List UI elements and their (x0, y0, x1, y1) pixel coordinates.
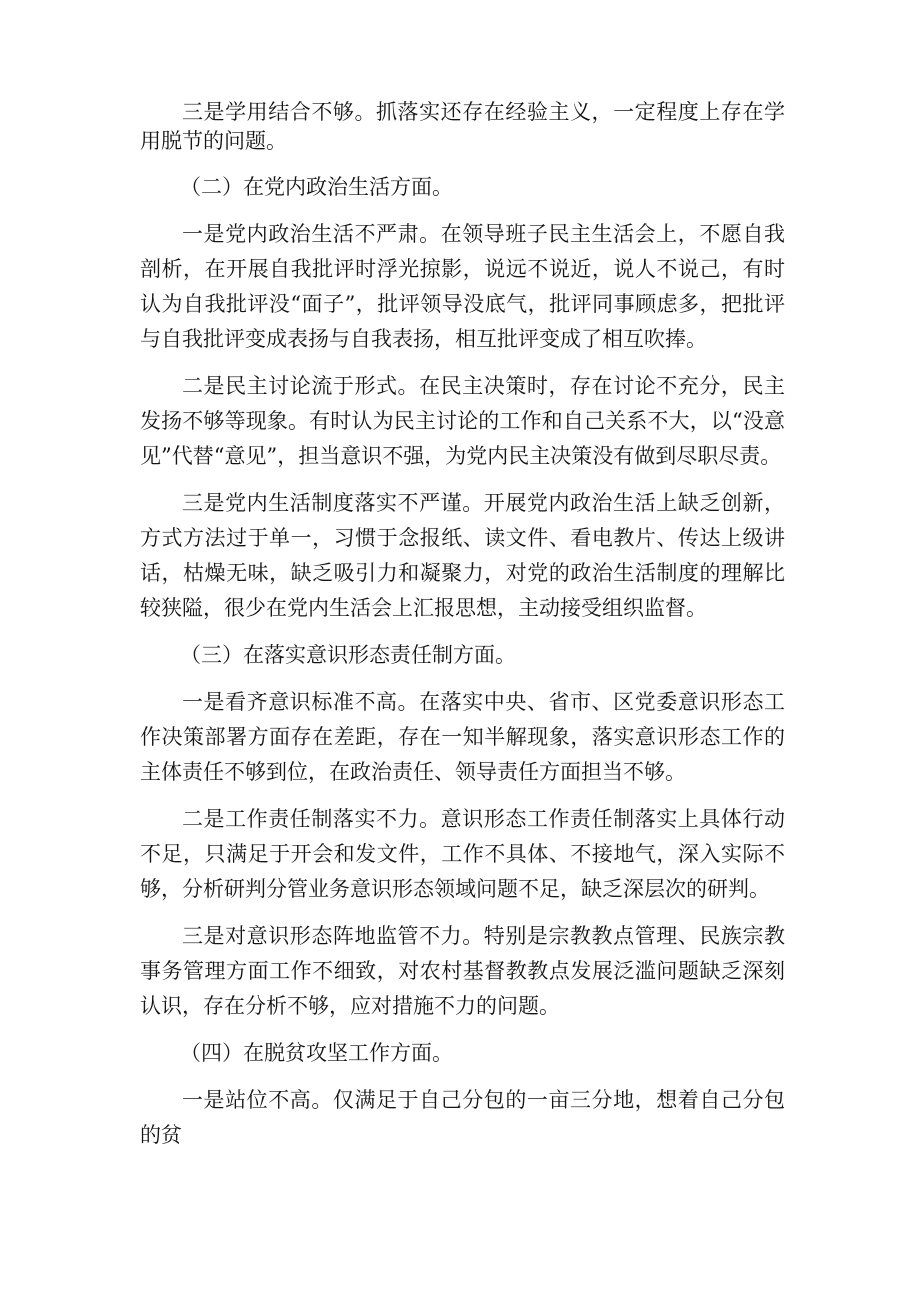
paragraph-political-life-3: 三是党内生活制度落实不严谨。开展党内政治生活上缺乏创新，方式方法过于单一，习惯于念报纸、读文件、看电教片、传达上级讲话，枯燥无味，缺乏吸引力和凝聚力，对党的政治生活制度的理解比较狭隘，很少在党内生活会上汇报思想，主动接受组织监督。 (140, 491, 785, 620)
section-heading-4: （四）在脱贫攻坚工作方面。 (180, 1041, 453, 1065)
paragraph-ideology-3: 三是对意识形态阵地监管不力。特别是宗教教点管理、民族宗教事务管理方面工作不细致，对农村基督教教点发展泛滥问题缺乏深刻认识，存在分析不够，应对措施不力的问题。 (140, 924, 785, 1018)
paragraph-ideology-2: 二是工作责任制落实不力。意识形态工作责任制落实上具体行动不足，只满足于开会和发文件，工作不具体、不接地气，深入实际不够，分析研判分管业务意识形态领域问题不足，缺乏深层次的研判。 (140, 807, 785, 901)
paragraph-poverty-1: 一是站位不高。仅满足于自己分包的一亩三分地，想着自己分包的贫 (140, 1088, 785, 1147)
paragraph-political-life-1: 一是党内政治生活不严肃。在领导班子民主生活会上，不愿自我剖析，在开展自我批评时浮光掠影，说远不说近，说人不说己，有时认为自我批评没“面子”，批评领导没底气，批评同事顾虑多，把批评与自我批评变成表扬与自我表扬，相互批评变成了相互吹捧。 (140, 222, 785, 351)
section-heading-3: （三）在落实意识形态责任制方面。 (180, 643, 516, 667)
paragraph-study-application: 三是学用结合不够。抓落实还存在经验主义，一定程度上存在学用脱节的问题。 (140, 100, 785, 153)
document-body (140, 98, 785, 1165)
section-heading-2: （二）在党内政治生活方面。 (180, 175, 453, 199)
paragraph-ideology-1: 一是看齐意识标准不高。在落实中央、省市、区党委意识形态工作决策部署方面存在差距，存在一知半解现象，落实意识形态工作的主体责任不够到位，在政治责任、领导责任方面担当不够。 (140, 690, 785, 784)
paragraph-political-life-2: 二是民主讨论流于形式。在民主决策时，存在讨论不充分，民主发扬不够等现象。有时认为民主讨论的工作和自己关系不大，以“没意见”代替“意见”，担当意识不强，为党内民主决策没有做到尽职尽责。 (140, 374, 785, 468)
